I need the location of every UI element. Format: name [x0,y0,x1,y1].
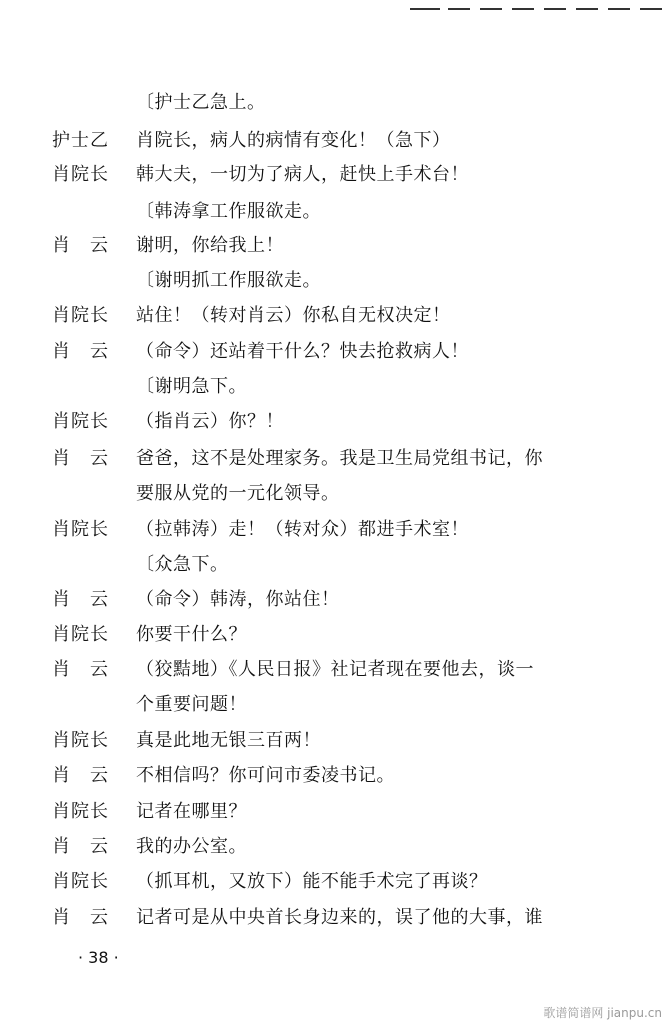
speaker-name: 肖院长 [52,164,109,185]
header-rule [512,8,534,10]
page-number: · 38 · [78,948,119,967]
dialogue-line [0,479,672,509]
dialogue-line [0,585,672,615]
dialogue-text: 谢明，你给我上！ [136,235,284,256]
dialogue-text: 肖院长，病人的病情有变化！（急下） [136,130,451,151]
dialogue-text: 〔谢明急下。 [136,376,247,397]
speaker-name: 肖 云 [52,659,109,680]
dialogue-text: 不相信吗？你可问市委凌书记。 [136,765,395,786]
header-rule [448,8,470,10]
dialogue-text: 个重要问题！ [136,694,247,715]
dialogue-line [0,372,672,402]
dialogue-line [0,690,672,720]
dialogue-text: 我的办公室。 [136,836,247,857]
dialogue-text: 爸爸，这不是处理家务。我是卫生局党组书记，你 [136,448,543,469]
dialogue-line [0,797,672,827]
dialogue-line [0,620,672,650]
header-rule [410,8,440,10]
dialogue-line [0,515,672,545]
dialogue-text: （狡黠地）《人民日报》社记者现在要他去，谈一 [136,659,534,680]
speaker-name: 肖 云 [52,907,109,928]
dialogue-line [0,903,672,933]
dialogue-line [0,761,672,791]
dialogue-text: 韩大夫，一切为了病人，赶快上手术台！ [136,164,469,185]
dialogue-text: （指肖云）你？！ [136,411,284,432]
dialogue-line [0,867,672,897]
dialogue-text: （拉韩涛）走！（转对众）都进手术室！ [136,519,469,540]
dialogue-text: 〔韩涛拿工作服欲走。 [136,201,321,222]
header-rule [608,8,630,10]
speaker-name: 肖 云 [52,589,109,610]
dialogue-line [0,550,672,580]
dialogue-line [0,444,672,474]
speaker-name: 肖 云 [52,341,109,362]
header-rule [576,8,598,10]
dialogue-line [0,726,672,756]
dialogue-text: 你要干什么？ [136,624,247,645]
dialogue-line [0,88,672,118]
dialogue-line [0,197,672,227]
speaker-name: 护士乙 [52,130,109,151]
dialogue-text: 〔护士乙急上。 [136,92,266,113]
dialogue-text: （命令）还站着干什么？快去抢救病人！ [136,341,469,362]
speaker-name: 肖院长 [52,871,109,892]
dialogue-text: 记者在哪里？ [136,801,247,822]
speaker-name: 肖院长 [52,801,109,822]
speaker-name: 肖院长 [52,411,109,432]
dialogue-text: 记者可是从中央首长身边来的，误了他的大事，谁 [136,907,543,928]
dialogue-line [0,266,672,296]
dialogue-line [0,407,672,437]
speaker-name: 肖 云 [52,765,109,786]
speaker-name: 肖院长 [52,305,109,326]
speaker-name: 肖 云 [52,836,109,857]
speaker-name: 肖 云 [52,448,109,469]
header-rule [640,8,662,10]
dialogue-text: 站住！（转对肖云）你私自无权决定！ [136,305,451,326]
dialogue-line [0,160,672,190]
speaker-name: 肖 云 [52,235,109,256]
dialogue-text: 〔谢明抓工作服欲走。 [136,270,321,291]
dialogue-text: 〔众急下。 [136,554,229,575]
speaker-name: 肖院长 [52,730,109,751]
header-rule [544,8,566,10]
dialogue-line [0,301,672,331]
dialogue-text: （抓耳机，又放下）能不能手术完了再谈？ [136,871,488,892]
dialogue-line [0,126,672,156]
dialogue-text: 要服从党的一元化领导。 [136,483,340,504]
header-rule [480,8,502,10]
watermark: 歌谱简谱网 jianpu.cn [543,1006,662,1020]
dialogue-line [0,337,672,367]
speaker-name: 肖院长 [52,624,109,645]
dialogue-text: （命令）韩涛，你站住！ [136,589,340,610]
dialogue-text: 真是此地无银三百两！ [136,730,321,751]
speaker-name: 肖院长 [52,519,109,540]
dialogue-line [0,655,672,685]
dialogue-line [0,832,672,862]
dialogue-line [0,231,672,261]
